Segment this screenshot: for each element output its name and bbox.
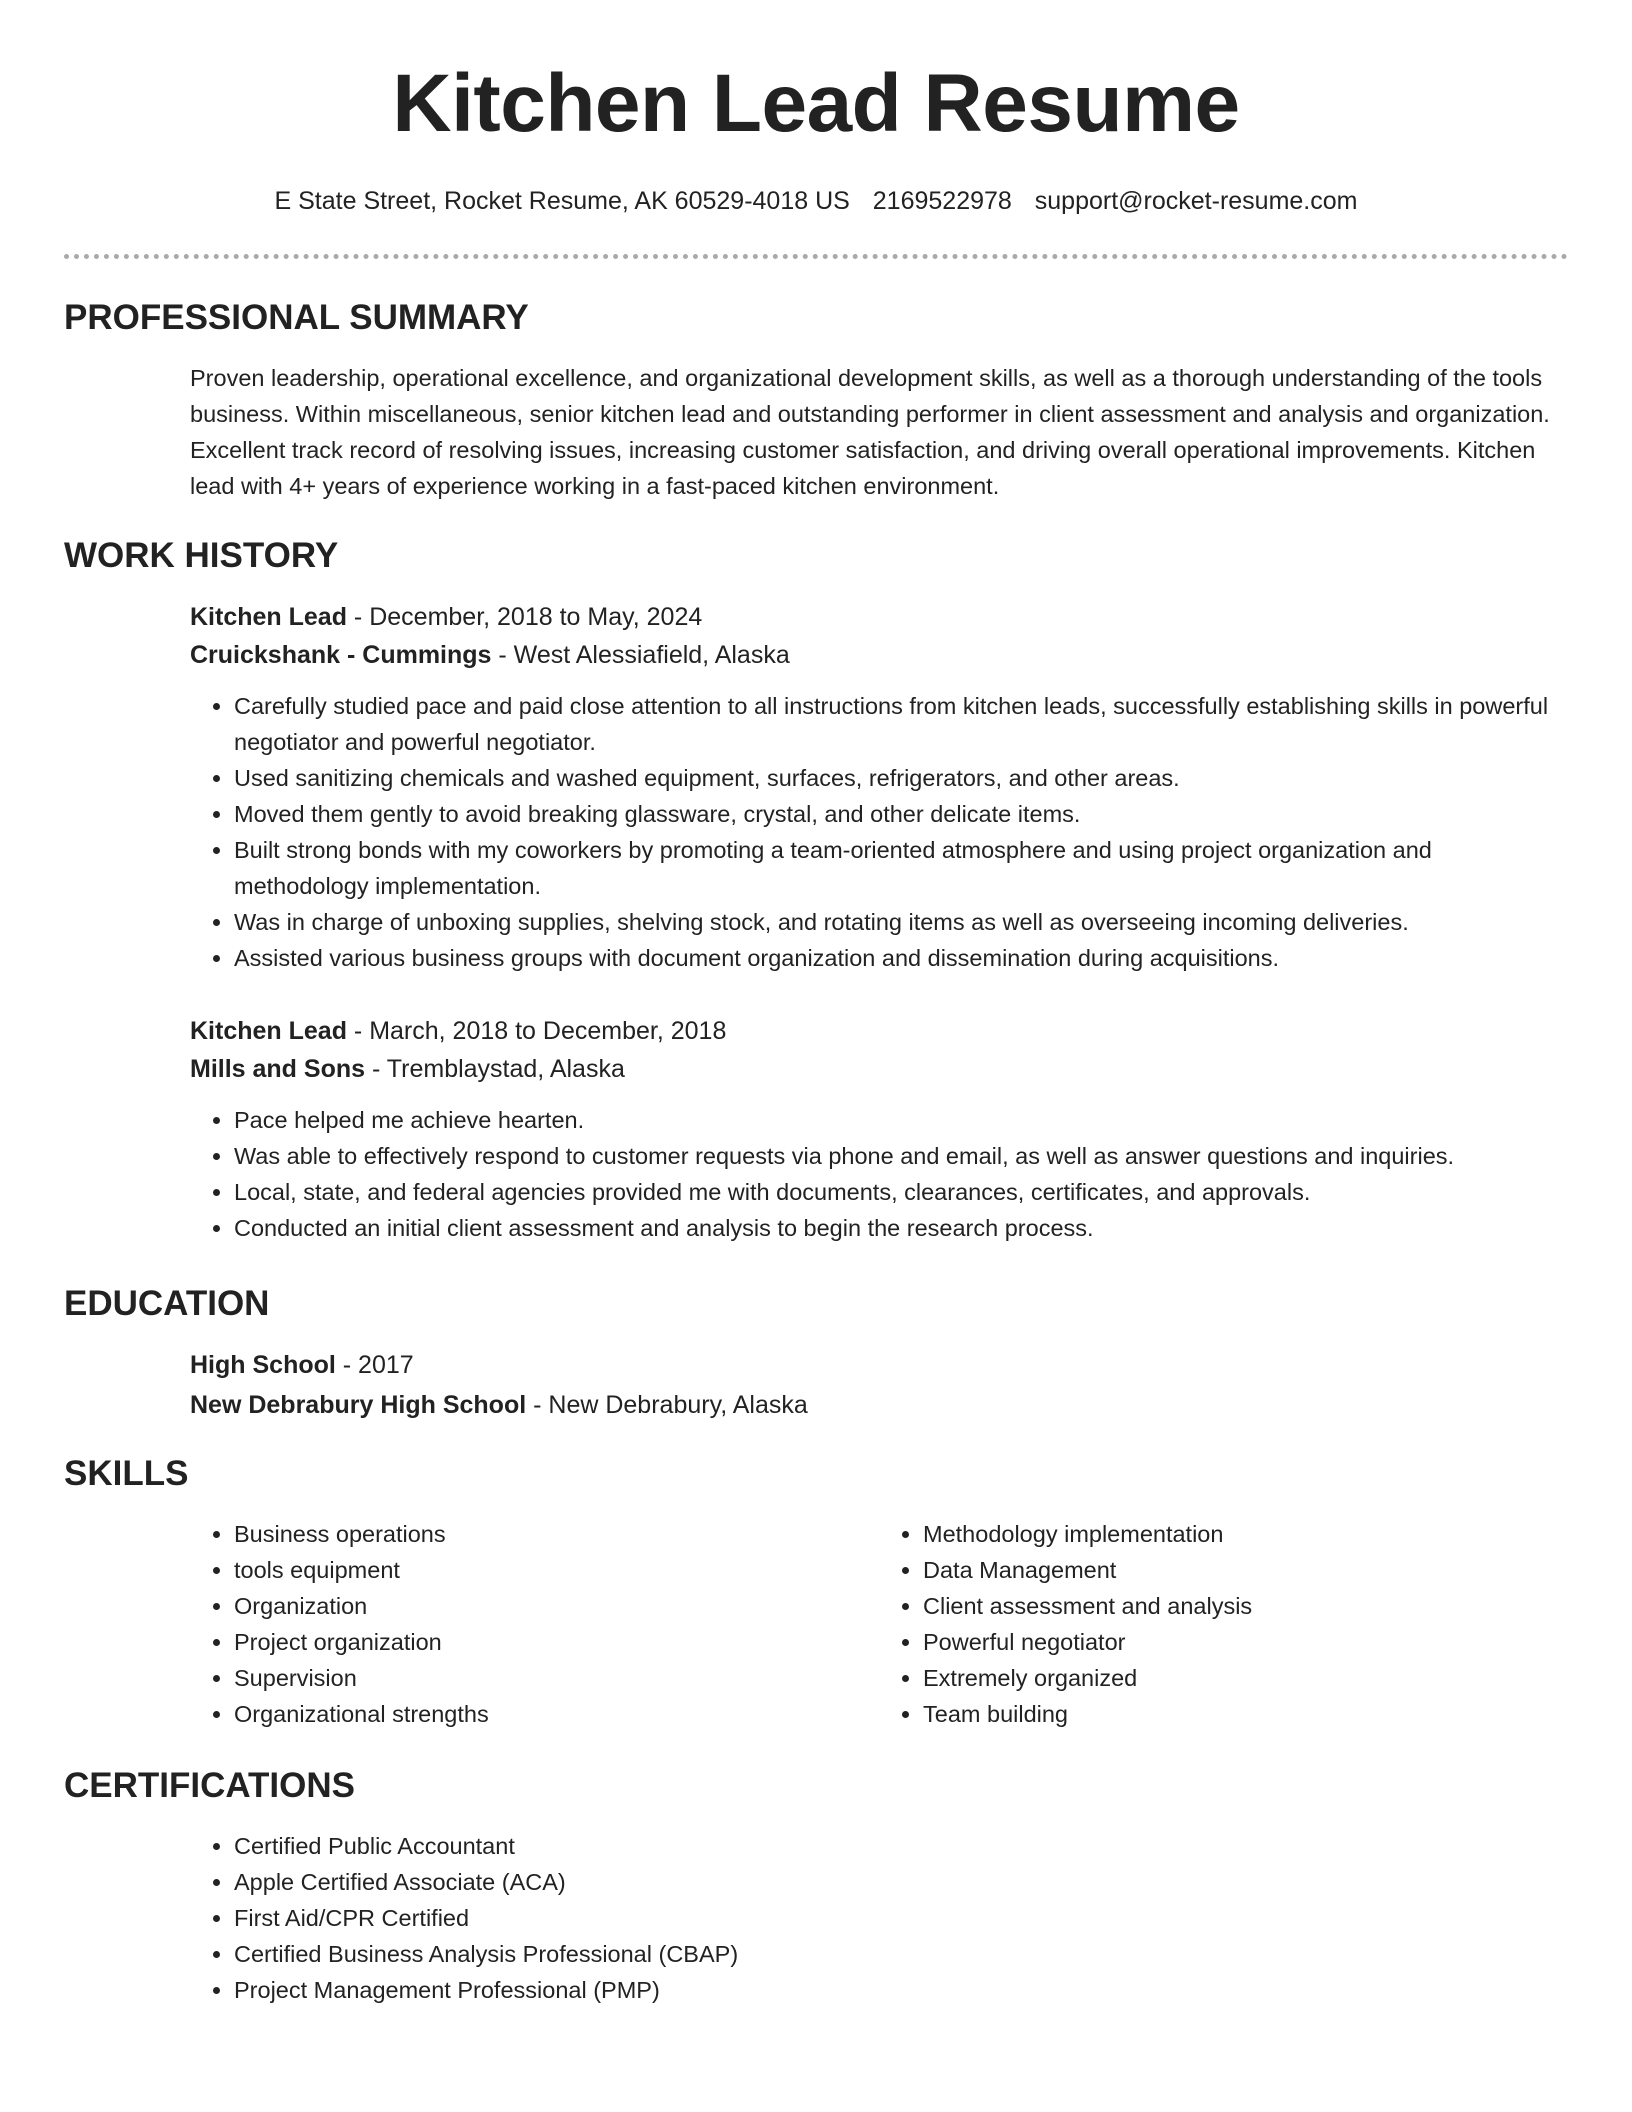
- skill-item: • Business operations: [234, 1516, 879, 1552]
- job-title-line: [190, 1012, 1568, 1050]
- job-entry: [190, 598, 1568, 976]
- certification-item: • Project Management Professional (PMP): [234, 1972, 1568, 2008]
- skill-item: • Powerful negotiator: [923, 1624, 1568, 1660]
- work-history-section: [64, 534, 1568, 1246]
- job-bullet: • Local, state, and federal agencies provided me with documents, clearances, certificates, and approvals.: [234, 1174, 1568, 1210]
- resume-title: Kitchen Lead Resume: [392, 58, 1240, 149]
- skill-item: • Organizational strengths: [234, 1696, 879, 1732]
- skill-item: • Organization: [234, 1588, 879, 1624]
- job-bullet: • Conducted an initial client assessment and analysis to begin the research process.: [234, 1210, 1568, 1246]
- job-company: Mills and Sons: [190, 1055, 366, 1083]
- job-company-line: [190, 636, 1568, 674]
- job-title: Kitchen Lead: [190, 603, 347, 631]
- certifications-body: [190, 1828, 1568, 2008]
- job-bullet: • Built strong bonds with my coworkers by promoting a team-oriented atmosphere and using project organization and methodology implementation.: [234, 832, 1568, 904]
- certification-item: • Apple Certified Associate (ACA): [234, 1864, 1568, 1900]
- skill-item: • Supervision: [234, 1660, 879, 1696]
- summary-text: Proven leadership, operational excellence, and organizational development skills, as well as a thorough understanding of the tools business. Within miscellaneous, senior kitchen lead and outstanding performer in client assessment and analysis and organization. Excellent track record of resolving issues, increasing customer satisfaction, and driving overall operational improvements. Kitchen lead with 4+ years of experience working in a fast-paced kitchen environment.: [190, 365, 1550, 499]
- job-bullets: [190, 1102, 1568, 1246]
- resume-page: [64, 0, 1568, 2003]
- education-school: New Debrabury High School: [190, 1391, 527, 1419]
- job-location: - West Alessiafield, Alaska: [491, 641, 790, 669]
- job-entry: [190, 1012, 1568, 1246]
- education-section: [64, 1282, 1568, 1424]
- header-divider: [64, 254, 1568, 259]
- job-bullet: • Pace helped me achieve hearten.: [234, 1102, 1568, 1138]
- skill-item: • Client assessment and analysis: [923, 1588, 1568, 1624]
- education-degree-line: [190, 1346, 1568, 1384]
- education-year: - 2017: [335, 1351, 414, 1379]
- education-heading: EDUCATION: [64, 1284, 270, 1323]
- skill-item: • Methodology implementation: [923, 1516, 1568, 1552]
- certifications-heading: CERTIFICATIONS: [64, 1766, 356, 1805]
- skills-column-right: [879, 1516, 1568, 1732]
- certification-item: • First Aid/CPR Certified: [234, 1900, 1568, 1936]
- education-school-line: [190, 1386, 1568, 1424]
- skills-heading: SKILLS: [64, 1454, 189, 1493]
- job-bullet: • Was in charge of unboxing supplies, shelving stock, and rotating items as well as overseeing incoming deliveries.: [234, 904, 1568, 940]
- certifications-section: [64, 1764, 1568, 2008]
- certification-item: • Certified Business Analysis Professional (CBAP): [234, 1936, 1568, 1972]
- summary-section: [64, 296, 1568, 504]
- job-dates: - March, 2018 to December, 2018: [346, 1017, 727, 1045]
- job-title-line: [190, 598, 1568, 636]
- job-bullet: • Assisted various business groups with document organization and dissemination during acquisitions.: [234, 940, 1568, 976]
- education-location: - New Debrabury, Alaska: [526, 1391, 808, 1419]
- skills-body: [190, 1516, 1568, 1732]
- job-dates: - December, 2018 to May, 2024: [346, 603, 703, 631]
- job-title: Kitchen Lead: [190, 1017, 347, 1045]
- skill-item: • tools equipment: [234, 1552, 879, 1588]
- job-company: Cruickshank - Cummings: [190, 641, 492, 669]
- job-company-line: [190, 1050, 1568, 1088]
- summary-body: [190, 360, 1568, 504]
- work-history-body: [190, 598, 1568, 1246]
- summary-heading: PROFESSIONAL SUMMARY: [64, 298, 529, 337]
- contact-phone: 2169522978: [872, 187, 1012, 215]
- skills-section: [64, 1452, 1568, 1732]
- job-bullet: • Moved them gently to avoid breaking glassware, crystal, and other delicate items.: [234, 796, 1568, 832]
- job-bullet: • Was able to effectively respond to customer requests via phone and email, as well as answer questions and inquiries.: [234, 1138, 1568, 1174]
- education-degree: High School: [190, 1351, 336, 1379]
- certifications-list: [190, 1828, 1568, 2008]
- job-bullet: • Used sanitizing chemicals and washed equipment, surfaces, refrigerators, and other areas.: [234, 760, 1568, 796]
- certification-item: • Certified Public Accountant: [234, 1828, 1568, 1864]
- skills-grid: [190, 1516, 1568, 1732]
- skill-item: • Project organization: [234, 1624, 879, 1660]
- skills-column-left: [190, 1516, 879, 1732]
- contact-line: [64, 184, 1568, 218]
- skill-item: • Team building: [923, 1696, 1568, 1732]
- skill-item: • Extremely organized: [923, 1660, 1568, 1696]
- job-bullet: • Carefully studied pace and paid close attention to all instructions from kitchen leads, successfully establishing skills in powerful negotiator and powerful negotiator.: [234, 688, 1568, 760]
- contact-email: support@rocket-resume.com: [1034, 187, 1358, 215]
- job-location: - Tremblaystad, Alaska: [365, 1055, 625, 1083]
- education-body: [190, 1346, 1568, 1424]
- contact-address: E State Street, Rocket Resume, AK 60529-4018 US: [274, 187, 850, 215]
- work-history-heading: WORK HISTORY: [64, 536, 339, 575]
- job-bullets: [190, 688, 1568, 976]
- skill-item: • Data Management: [923, 1552, 1568, 1588]
